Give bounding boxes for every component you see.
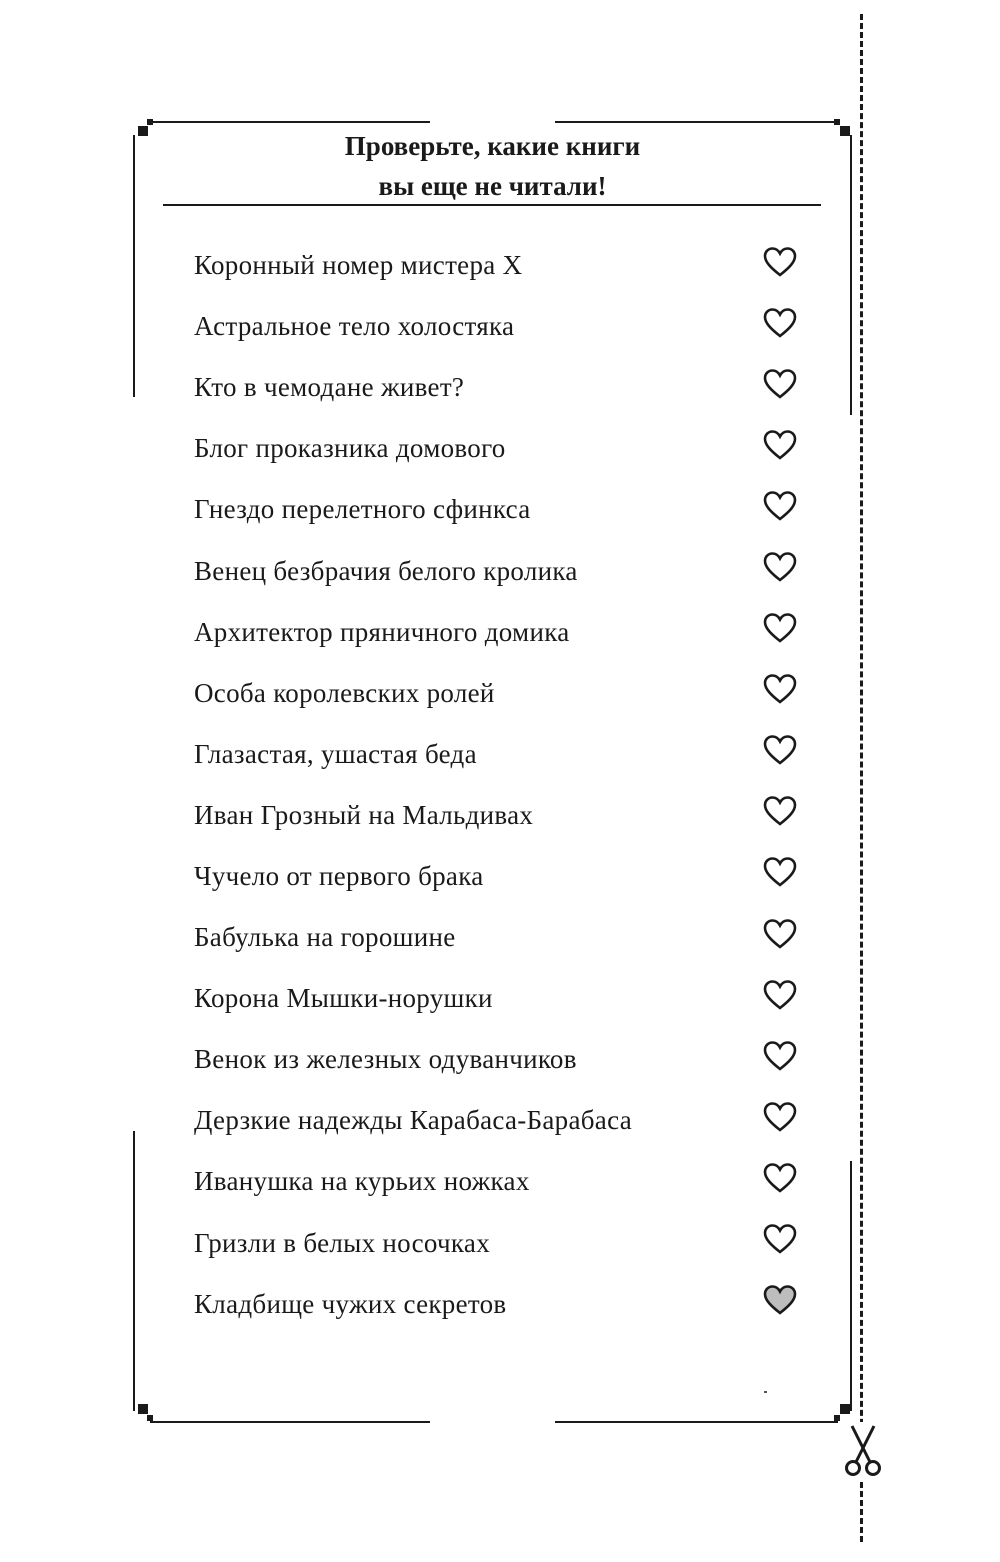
frame-left-upper: [133, 135, 135, 397]
print-speck: [764, 1391, 767, 1393]
heart-icon[interactable]: [762, 307, 798, 339]
list-item: [194, 663, 814, 724]
list-item: [194, 907, 814, 968]
book-title: Коронный номер мистера Х: [194, 250, 523, 281]
book-title: Корона Мышки-норушки: [194, 983, 493, 1014]
list-item: [194, 296, 814, 357]
frame-corner-top-right: [840, 126, 850, 136]
list-item: [194, 602, 814, 663]
book-title: Особа королевских ролей: [194, 677, 495, 708]
scissors-icon: [843, 1422, 883, 1482]
heart-icon[interactable]: [762, 429, 798, 461]
book-title: Венок из железных одуванчиков: [194, 1044, 577, 1075]
list-item: [194, 968, 814, 1029]
heart-icon[interactable]: [762, 551, 798, 583]
heart-icon[interactable]: [762, 856, 798, 888]
book-title: Кто в чемодане живет?: [194, 372, 465, 403]
book-title: Чучело от первого брака: [194, 860, 484, 891]
list-item: [194, 357, 814, 418]
book-title: Иванушка на курьих ножках: [194, 1166, 530, 1197]
frame-top-left: [150, 121, 430, 123]
heart-icon[interactable]: [762, 1284, 798, 1316]
book-title: Блог проказника домового: [194, 433, 506, 464]
heart-icon[interactable]: [762, 1223, 798, 1255]
heart-icon[interactable]: [762, 734, 798, 766]
book-title: Астральное тело холостяка: [194, 311, 515, 342]
frame-corner-top-left: [138, 126, 148, 136]
list-item: [194, 1029, 814, 1090]
frame-corner-bottom-left-inner: [147, 1415, 153, 1421]
book-title: Глазастая, ушастая беда: [194, 738, 477, 769]
heart-icon[interactable]: [762, 673, 798, 705]
book-title: Архитектор пряничного домика: [194, 616, 570, 647]
page-title-line-1: Проверьте, какие книги: [344, 131, 641, 161]
list-item: [194, 418, 814, 479]
frame-right-upper: [850, 135, 852, 415]
list-item: [194, 1213, 814, 1274]
frame-corner-bottom-right-inner: [834, 1415, 840, 1421]
heart-icon[interactable]: [762, 1101, 798, 1133]
list-item: [194, 785, 814, 846]
book-title: Гризли в белых носочках: [194, 1227, 491, 1258]
book-title: Иван Грозный на Мальдивах: [194, 799, 534, 830]
frame-corner-bottom-left: [138, 1404, 148, 1414]
book-title: Венец безбрачия белого кролика: [194, 555, 578, 586]
list-item: [194, 540, 814, 601]
heart-icon[interactable]: [762, 246, 798, 278]
heart-icon[interactable]: [762, 1040, 798, 1072]
heart-icon[interactable]: [762, 795, 798, 827]
frame-bottom-left: [150, 1421, 430, 1423]
list-item: [194, 1090, 814, 1151]
page-title-line-2: вы еще не читали!: [378, 171, 607, 201]
list-item: [194, 724, 814, 785]
title-divider: [163, 204, 821, 206]
heart-icon[interactable]: [762, 612, 798, 644]
page-title: [165, 126, 820, 206]
heart-icon[interactable]: [762, 368, 798, 400]
list-item: [194, 1274, 814, 1335]
frame-top-right: [555, 121, 838, 123]
book-title: Кладбище чужих секретов: [194, 1288, 507, 1319]
list-item: [194, 846, 814, 907]
list-item: [194, 235, 814, 296]
frame-corner-top-left-inner: [147, 119, 153, 125]
heart-icon[interactable]: [762, 490, 798, 522]
list-item: [194, 479, 814, 540]
heart-icon[interactable]: [762, 1162, 798, 1194]
frame-bottom-right: [555, 1421, 838, 1423]
cut-line: [860, 14, 863, 1542]
book-title: Гнездо перелетного сфинкса: [194, 494, 531, 525]
frame-corner-bottom-right: [840, 1404, 850, 1414]
frame-left-lower: [133, 1131, 135, 1411]
book-title: Бабулька на горошине: [194, 922, 456, 953]
heart-icon[interactable]: [762, 918, 798, 950]
book-title: Дерзкие надежды Карабаса-Барабаса: [194, 1105, 632, 1136]
list-item: [194, 1151, 814, 1212]
heart-icon[interactable]: [762, 979, 798, 1011]
book-checklist: [194, 235, 814, 1335]
frame-right-lower: [850, 1161, 852, 1411]
frame-corner-top-right-inner: [834, 119, 840, 125]
